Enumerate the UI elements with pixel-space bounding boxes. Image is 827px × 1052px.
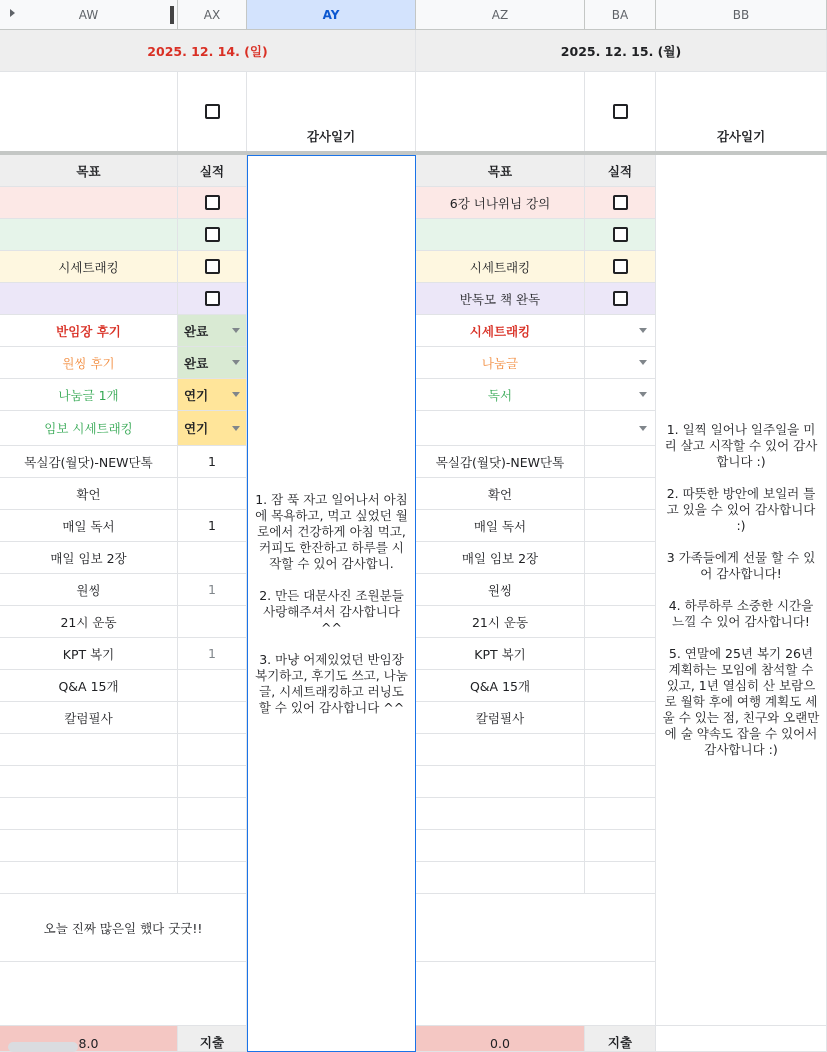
routine-value-cell[interactable] bbox=[585, 702, 656, 734]
task-text: 시세트래킹 bbox=[469, 323, 531, 339]
routine-value-cell[interactable] bbox=[585, 446, 656, 478]
status-text: 완료 bbox=[184, 323, 209, 339]
task-text: 독서 bbox=[487, 387, 513, 403]
empty-cell[interactable] bbox=[585, 766, 656, 798]
column-label: BB bbox=[732, 7, 750, 22]
result-header-label: 실적 bbox=[607, 163, 633, 179]
empty-cell[interactable] bbox=[585, 862, 656, 894]
status-text: 연기 bbox=[184, 421, 209, 436]
routine-cell[interactable] bbox=[416, 478, 585, 510]
routine-cell[interactable] bbox=[416, 606, 585, 638]
gratitude-header-day1[interactable] bbox=[247, 72, 416, 152]
dropdown-arrow-icon[interactable] bbox=[639, 392, 647, 397]
goal-check-cell[interactable] bbox=[178, 251, 247, 283]
total-label-cell-day2[interactable] bbox=[585, 1026, 656, 1052]
task-cell[interactable] bbox=[0, 347, 178, 379]
goal-check-cell[interactable] bbox=[178, 219, 247, 251]
routine-value-cell[interactable] bbox=[178, 510, 247, 542]
date-label: 2025. 12. 14. (일) bbox=[147, 43, 268, 59]
empty-cell[interactable] bbox=[178, 734, 247, 766]
routine-value-cell[interactable] bbox=[585, 606, 656, 638]
checkbox-icon[interactable] bbox=[613, 104, 628, 119]
goal-check-cell[interactable] bbox=[585, 283, 656, 315]
routine-text: Q&A 15개 bbox=[469, 678, 531, 694]
routine-value-cell[interactable] bbox=[178, 542, 247, 574]
goal-check-cell[interactable] bbox=[178, 283, 247, 315]
task-cell[interactable] bbox=[416, 347, 585, 379]
empty-cell[interactable] bbox=[416, 766, 585, 798]
routine-text: 확언 bbox=[487, 486, 513, 502]
empty-cell[interactable] bbox=[585, 798, 656, 830]
task-text: 나눔글 bbox=[481, 355, 519, 371]
routine-cell[interactable] bbox=[0, 446, 178, 478]
memo-cell-day1[interactable] bbox=[0, 894, 247, 962]
routine-cell[interactable] bbox=[0, 542, 178, 574]
dropdown-arrow-icon[interactable] bbox=[232, 392, 240, 397]
empty-cell[interactable] bbox=[656, 1026, 827, 1052]
routine-cell[interactable] bbox=[0, 606, 178, 638]
total-label: 지출 bbox=[607, 1035, 633, 1050]
routine-cell[interactable] bbox=[0, 478, 178, 510]
routine-value-cell[interactable] bbox=[585, 542, 656, 574]
routine-value: 1 bbox=[208, 582, 216, 597]
result-header-label: 실적 bbox=[199, 163, 225, 179]
checkbox-icon[interactable] bbox=[205, 227, 220, 242]
checkbox-icon[interactable] bbox=[205, 291, 220, 306]
goal-text: 시세트래킹 bbox=[58, 259, 119, 275]
routine-text: 목실감(월닷)-NEW단톡 bbox=[435, 454, 565, 470]
routine-text: KPT 복기 bbox=[474, 646, 526, 662]
routine-text: 매일 임보 2장 bbox=[461, 550, 539, 566]
status-dropdown[interactable] bbox=[178, 411, 247, 446]
goal-cell[interactable] bbox=[0, 251, 178, 283]
blank-cell[interactable] bbox=[416, 72, 585, 152]
column-label: AZ bbox=[491, 7, 509, 22]
goal-check-cell[interactable] bbox=[178, 187, 247, 219]
column-label: AY bbox=[322, 7, 340, 22]
goal-header[interactable] bbox=[416, 155, 585, 187]
gratitude-cell-day1[interactable] bbox=[247, 155, 416, 1052]
goal-text: 6강 너나위님 강의 bbox=[449, 195, 551, 211]
dropdown-arrow-icon[interactable] bbox=[232, 360, 240, 365]
routine-value-cell[interactable] bbox=[585, 510, 656, 542]
task-text: 반임장 후기 bbox=[56, 323, 121, 339]
goal-cell[interactable] bbox=[416, 251, 585, 283]
routine-value-cell[interactable] bbox=[585, 670, 656, 702]
empty-cell[interactable] bbox=[178, 862, 247, 894]
status-text: 완료 bbox=[184, 355, 209, 371]
goal-check-cell[interactable] bbox=[585, 219, 656, 251]
memo-cell-day2[interactable] bbox=[416, 894, 656, 962]
total-label: 지출 bbox=[199, 1035, 225, 1050]
task-cell[interactable] bbox=[416, 315, 585, 347]
task-text: 원씽 후기 bbox=[62, 355, 115, 371]
status-dropdown[interactable] bbox=[585, 411, 656, 446]
checkbox-icon[interactable] bbox=[205, 104, 220, 119]
task-cell[interactable] bbox=[0, 379, 178, 411]
routine-text: 21시 운동 bbox=[471, 614, 529, 630]
routine-cell[interactable] bbox=[0, 702, 178, 734]
gratitude-label: 감사일기 bbox=[716, 129, 766, 144]
gratitude-text: 1. 일찍 일어나 일주일을 미리 살고 시작할 수 있어 감사합니다 :) 2. 따뜻한 방안에 보일러 틀고 있을 수 있어 감사합니다 :) 3 가족들에게 선물 할 수 있어 감사합니다! 4. 하루하루 소중한 시간을 느낄 수 있어 감사합니다! 5. 연말에 25년 복기 26년 계획하는 모임에 참석할 수 있고, 1년 열심히 산 보람으로 월학 후에 여행 계획도 세울 수 있는 점, 친구와 오랜만에 술 약속도 잡을 수 있어서 감사합니다 :) bbox=[662, 422, 820, 757]
goal-check-cell[interactable] bbox=[585, 251, 656, 283]
gratitude-header-day2[interactable] bbox=[656, 72, 827, 152]
empty-cell[interactable] bbox=[416, 830, 585, 862]
checkbox-icon[interactable] bbox=[205, 259, 220, 274]
routine-cell[interactable] bbox=[416, 446, 585, 478]
task-cell[interactable] bbox=[416, 411, 585, 446]
goal-cell[interactable] bbox=[0, 219, 178, 251]
routine-value-cell[interactable] bbox=[178, 446, 247, 478]
routine-value-cell[interactable] bbox=[178, 702, 247, 734]
column-header-ba[interactable] bbox=[585, 0, 656, 30]
total-cell-day2[interactable] bbox=[416, 1026, 585, 1052]
dropdown-arrow-icon[interactable] bbox=[639, 360, 647, 365]
empty-cell[interactable] bbox=[0, 962, 247, 1026]
checkbox-icon[interactable] bbox=[613, 259, 628, 274]
routine-value-cell[interactable] bbox=[178, 638, 247, 670]
goal-cell[interactable] bbox=[0, 187, 178, 219]
column-header-aw[interactable] bbox=[0, 0, 178, 30]
empty-cell[interactable] bbox=[585, 830, 656, 862]
routine-cell[interactable] bbox=[416, 510, 585, 542]
routine-value-cell[interactable] bbox=[178, 670, 247, 702]
status-dropdown[interactable] bbox=[585, 315, 656, 347]
routine-value-cell[interactable] bbox=[585, 574, 656, 606]
status-dropdown[interactable] bbox=[178, 315, 247, 347]
routine-cell[interactable] bbox=[0, 670, 178, 702]
routine-value-cell[interactable] bbox=[585, 478, 656, 510]
gratitude-text: 1. 잠 푹 자고 일어나서 아침에 목욕하고, 먹고 싶었던 월로에서 건강하게 아침 먹고, 커피도 한잔하고 하루를 시작할 수 있어 감사합니. 2. 만든 대문사진 조원분들 사랑해주셔서 감사합니다 ^^ 3. 마냥 어제있었던 반임장 복기하고, 후기도 쓰고, 나눔글, 시세트래킹하고 러닝도 할 수 있어 감사합니다 ^^ bbox=[255, 491, 408, 715]
task-text: 나눔글 1개 bbox=[58, 387, 119, 403]
column-header-az[interactable] bbox=[416, 0, 585, 30]
empty-cell[interactable] bbox=[416, 734, 585, 766]
routine-text: 확언 bbox=[76, 486, 101, 502]
empty-cell[interactable] bbox=[416, 962, 656, 1026]
checkbox-icon[interactable] bbox=[613, 195, 628, 210]
routine-cell[interactable] bbox=[416, 542, 585, 574]
gratitude-cell-day2[interactable] bbox=[656, 155, 827, 1026]
routine-cell[interactable] bbox=[416, 670, 585, 702]
checkbox-icon[interactable] bbox=[613, 227, 628, 242]
goal-header-label: 목표 bbox=[487, 163, 513, 179]
routine-cell[interactable] bbox=[416, 638, 585, 670]
dropdown-arrow-icon[interactable] bbox=[639, 426, 647, 431]
total-label-cell-day1[interactable] bbox=[178, 1026, 247, 1052]
column-label: AW bbox=[78, 7, 99, 22]
empty-cell[interactable] bbox=[178, 798, 247, 830]
routine-cell[interactable] bbox=[0, 574, 178, 606]
empty-cell[interactable] bbox=[0, 862, 178, 894]
status-dropdown[interactable] bbox=[178, 379, 247, 411]
column-header-ay[interactable] bbox=[247, 0, 416, 30]
empty-cell[interactable] bbox=[585, 734, 656, 766]
total-value: 8.0 bbox=[78, 1036, 99, 1051]
routine-value-cell[interactable] bbox=[585, 638, 656, 670]
date-cell-day1[interactable] bbox=[0, 30, 416, 72]
total-value: 0.0 bbox=[490, 1036, 510, 1051]
result-header[interactable] bbox=[178, 155, 247, 187]
gratitude-label: 감사일기 bbox=[306, 129, 356, 144]
dropdown-arrow-icon[interactable] bbox=[639, 328, 647, 333]
day-checkbox-cell[interactable] bbox=[178, 72, 247, 152]
empty-cell[interactable] bbox=[178, 766, 247, 798]
freeze-handle-icon[interactable] bbox=[170, 6, 174, 24]
goal-text: 시세트래킹 bbox=[469, 259, 531, 275]
routine-text: 칼럼필사 bbox=[64, 710, 113, 726]
empty-cell[interactable] bbox=[416, 798, 585, 830]
routine-cell[interactable] bbox=[0, 638, 178, 670]
status-dropdown[interactable] bbox=[178, 347, 247, 379]
goal-header-label: 목표 bbox=[76, 163, 101, 179]
result-header[interactable] bbox=[585, 155, 656, 187]
task-cell[interactable] bbox=[0, 315, 178, 347]
goal-cell[interactable] bbox=[416, 219, 585, 251]
routine-value-cell[interactable] bbox=[178, 606, 247, 638]
empty-cell[interactable] bbox=[0, 830, 178, 862]
status-dropdown[interactable] bbox=[585, 379, 656, 411]
horizontal-scrollbar[interactable] bbox=[8, 1042, 78, 1052]
checkbox-icon[interactable] bbox=[205, 195, 220, 210]
date-cell-day2[interactable] bbox=[416, 30, 827, 72]
task-text: 임보 시세트래킹 bbox=[44, 421, 133, 436]
routine-text: 매일 독서 bbox=[473, 518, 527, 534]
column-header-bb[interactable] bbox=[656, 0, 827, 30]
routine-cell[interactable] bbox=[0, 510, 178, 542]
empty-cell[interactable] bbox=[416, 862, 585, 894]
goal-cell[interactable] bbox=[0, 283, 178, 315]
routine-cell[interactable] bbox=[416, 702, 585, 734]
memo-text: 오늘 진짜 많은일 했다 굿굿!! bbox=[43, 920, 203, 936]
goal-cell[interactable] bbox=[416, 187, 585, 219]
routine-text: 칼럼필사 bbox=[475, 710, 525, 726]
dropdown-arrow-icon[interactable] bbox=[232, 328, 240, 333]
routine-cell[interactable] bbox=[416, 574, 585, 606]
dropdown-arrow-icon[interactable] bbox=[232, 426, 240, 431]
expand-group-icon[interactable] bbox=[10, 9, 15, 17]
checkbox-icon[interactable] bbox=[613, 291, 628, 306]
empty-cell[interactable] bbox=[0, 766, 178, 798]
routine-text: 21시 운동 bbox=[60, 614, 117, 630]
blank-cell[interactable] bbox=[0, 72, 178, 152]
empty-cell[interactable] bbox=[178, 830, 247, 862]
goal-header[interactable] bbox=[0, 155, 178, 187]
routine-value: 1 bbox=[208, 518, 216, 533]
routine-value: 1 bbox=[208, 454, 216, 469]
column-label: AX bbox=[203, 7, 221, 22]
routine-text: KPT 복기 bbox=[62, 646, 115, 662]
day-checkbox-cell[interactable] bbox=[585, 72, 656, 152]
empty-cell[interactable] bbox=[0, 734, 178, 766]
goal-cell[interactable] bbox=[416, 283, 585, 315]
routine-text: 목실감(월닷)-NEW단톡 bbox=[24, 454, 153, 470]
routine-text: Q&A 15개 bbox=[58, 678, 119, 694]
status-dropdown[interactable] bbox=[585, 347, 656, 379]
routine-text: 매일 독서 bbox=[62, 518, 115, 534]
empty-cell[interactable] bbox=[0, 798, 178, 830]
column-header-ax[interactable] bbox=[178, 0, 247, 30]
routine-value-cell[interactable] bbox=[178, 478, 247, 510]
routine-text: 원씽 bbox=[76, 582, 101, 598]
column-label: BA bbox=[611, 7, 629, 22]
task-cell[interactable] bbox=[416, 379, 585, 411]
goal-text: 반독모 책 완독 bbox=[459, 291, 541, 307]
goal-check-cell[interactable] bbox=[585, 187, 656, 219]
routine-value: 1 bbox=[208, 646, 216, 661]
task-cell[interactable] bbox=[0, 411, 178, 446]
routine-text: 매일 임보 2장 bbox=[50, 550, 127, 566]
routine-value-cell[interactable] bbox=[178, 574, 247, 606]
status-text: 연기 bbox=[184, 387, 209, 403]
date-label: 2025. 12. 15. (월) bbox=[560, 43, 682, 59]
routine-text: 원씽 bbox=[487, 582, 513, 598]
